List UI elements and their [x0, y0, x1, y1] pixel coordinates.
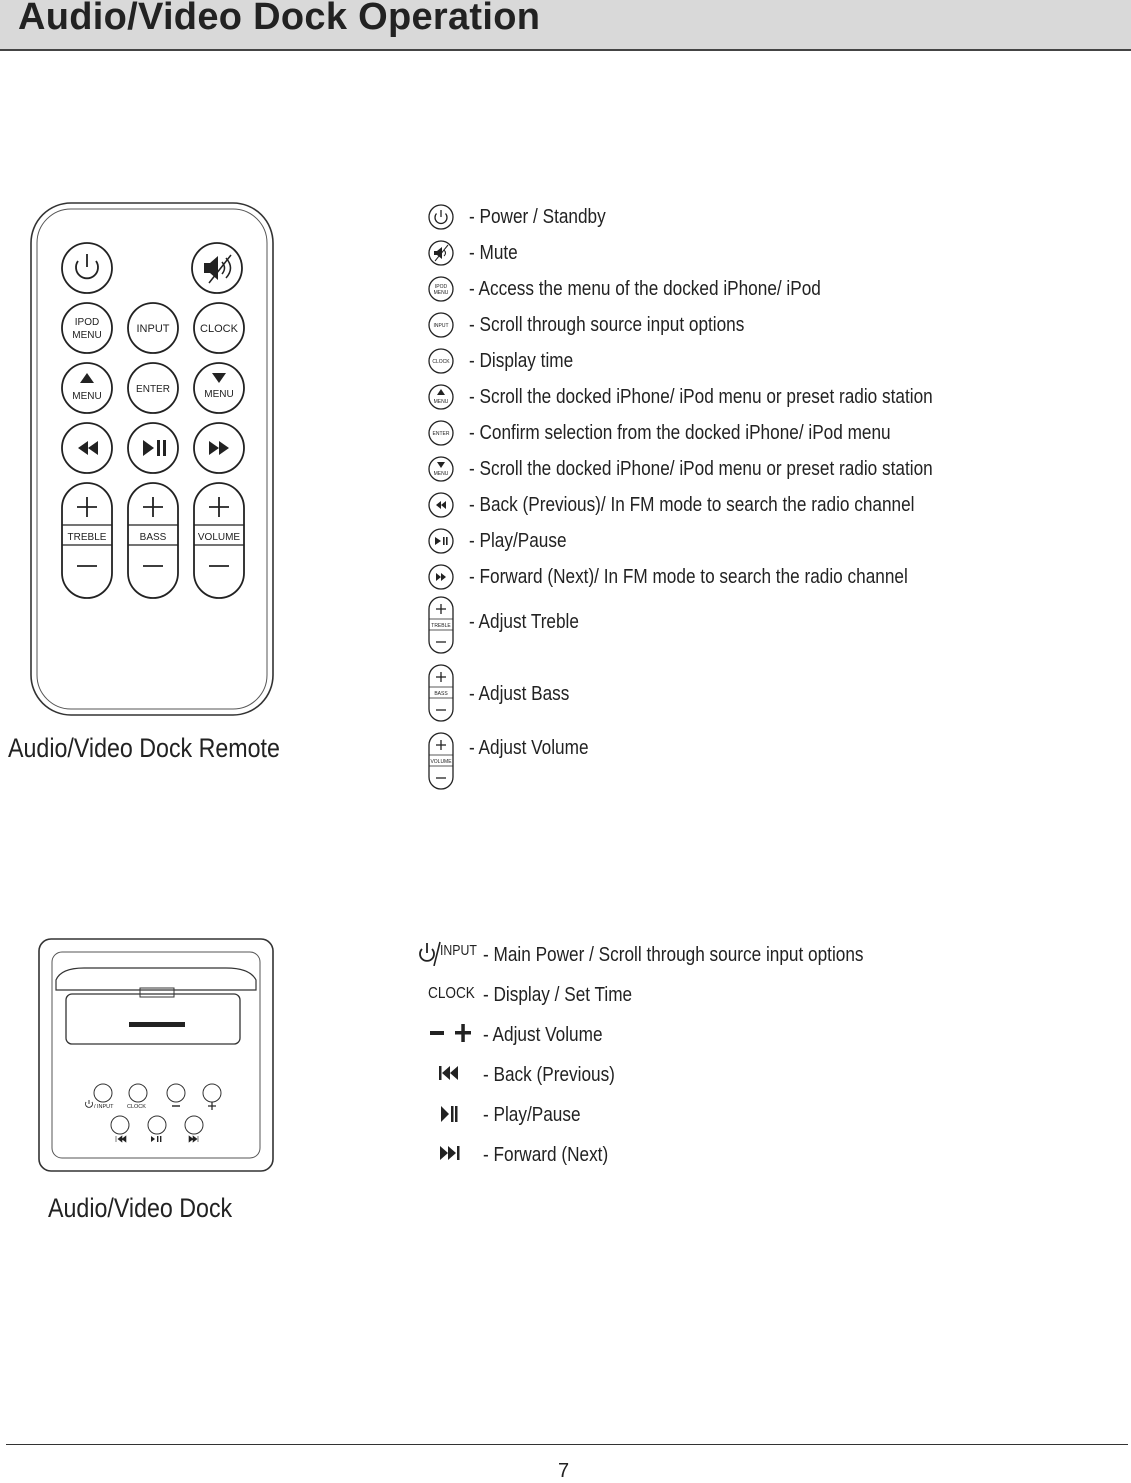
- remote-ipod-menu-button: [62, 303, 112, 353]
- svg-text:MENU: MENU: [204, 389, 234, 400]
- svg-text:IPOD: IPOD: [74, 317, 100, 328]
- remote-mute-button: [192, 243, 242, 293]
- fast-forward-icon: [429, 565, 453, 589]
- play-pause-icon: [429, 529, 453, 553]
- svg-text:MENU: MENU: [433, 471, 449, 477]
- remote-input-button: [128, 303, 178, 353]
- svg-text:BASS: BASS: [139, 532, 167, 543]
- remote-treble-rocker: [62, 483, 112, 598]
- remote-bass-rocker: [128, 483, 178, 598]
- footer-rule: [6, 1444, 1128, 1445]
- treble-rocker-icon: [429, 597, 453, 653]
- svg-text:MENU: MENU: [72, 330, 102, 341]
- svg-text:CLOCK: CLOCK: [127, 1104, 146, 1110]
- menu-down-icon: [429, 457, 453, 481]
- svg-text:VOLUME: VOLUME: [197, 532, 241, 543]
- page-number: 7: [558, 1460, 570, 1482]
- input-label: INPUT: [440, 942, 477, 959]
- svg-text:ENTER: ENTER: [136, 384, 170, 395]
- remote-caption: Audio/Video Dock Remote: [8, 733, 280, 763]
- clock-icon: [429, 349, 453, 373]
- remote-play-pause-button: [128, 423, 178, 473]
- rewind-icon: [429, 493, 453, 517]
- dock-illustration: [36, 936, 278, 1176]
- volume-minus-plus-icon: [428, 1022, 476, 1046]
- dock-caption: Audio/Video Dock: [48, 1193, 233, 1223]
- remote-legend-icons: [424, 200, 464, 795]
- svg-text:ENTER: ENTER: [432, 431, 450, 437]
- svg-text:INPUT: INPUT: [433, 323, 449, 329]
- remote-rewind-button: [62, 423, 112, 473]
- svg-text:CLOCK: CLOCK: [432, 359, 450, 365]
- remote-enter-button: [128, 363, 178, 413]
- volume-rocker-icon: [429, 733, 453, 789]
- power-icon: [429, 205, 453, 229]
- svg-text:INPUT: INPUT: [136, 323, 170, 335]
- remote-clock-button: [194, 303, 244, 353]
- svg-text:CLOCK: CLOCK: [200, 323, 238, 335]
- page-title: Audio/Video Dock Operation: [18, 0, 541, 38]
- remote-menu-down-button: [194, 363, 244, 413]
- bass-rocker-icon: [429, 665, 453, 721]
- skip-back-icon: [438, 1064, 462, 1082]
- remote-volume-rocker: [194, 483, 244, 598]
- svg-text:MENU: MENU: [433, 290, 449, 296]
- ipod-menu-icon: [429, 277, 453, 301]
- skip-forward-icon: [438, 1144, 462, 1162]
- svg-text:MENU: MENU: [72, 391, 102, 402]
- svg-text:MENU: MENU: [433, 399, 449, 405]
- svg-text:VOLUME: VOLUME: [430, 759, 452, 765]
- svg-text:BASS: BASS: [434, 691, 448, 697]
- svg-text:INPUT: INPUT: [97, 1104, 114, 1110]
- input-icon: [429, 313, 453, 337]
- power-input-icon: [418, 940, 478, 968]
- play-pause-icon: [440, 1104, 464, 1124]
- page-header: [0, 0, 1131, 51]
- svg-text:IPOD: IPOD: [434, 284, 448, 290]
- svg-text:TREBLE: TREBLE: [431, 623, 451, 629]
- remote-fast-forward-button: [194, 423, 244, 473]
- menu-up-icon: [429, 385, 453, 409]
- clock-label-icon: CLOCK: [428, 985, 475, 1002]
- svg-text:/: /: [94, 1104, 96, 1110]
- enter-icon: [429, 421, 453, 445]
- remote-illustration: [28, 200, 280, 720]
- svg-text:TREBLE: TREBLE: [67, 532, 107, 543]
- mute-icon: [429, 241, 453, 265]
- remote-menu-up-button: [62, 363, 112, 413]
- remote-power-button: [62, 243, 112, 293]
